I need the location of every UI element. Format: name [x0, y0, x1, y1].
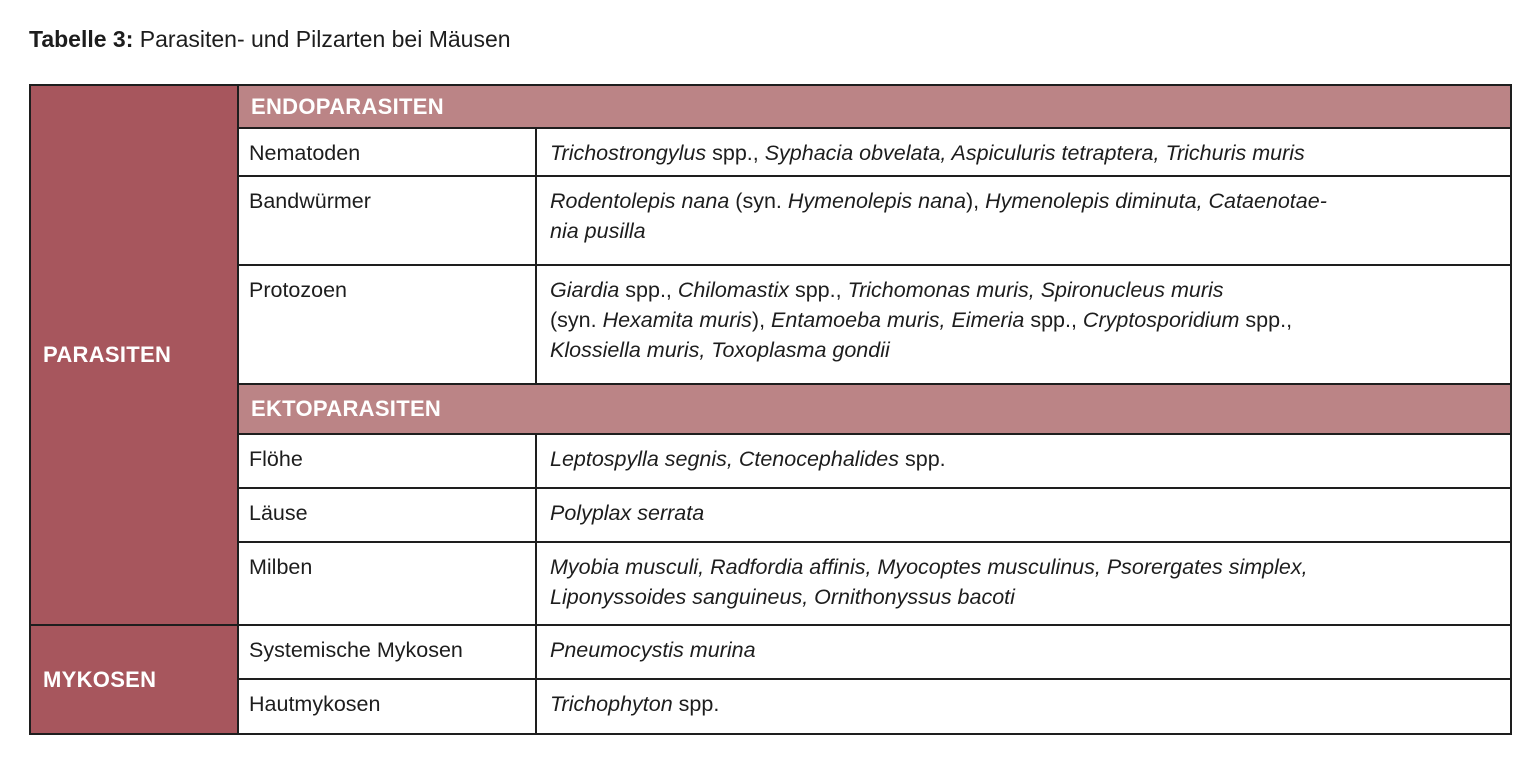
species-cell: Trichophyton spp.: [536, 679, 1511, 734]
category-cell: Systemische Mykosen: [238, 625, 536, 679]
species-cell: Trichostrongylus spp., Syphacia obvelata, Aspiculuris tetraptera, Trichuris muris: [536, 128, 1511, 176]
table-row-ektoparasiten-header: [30, 384, 1511, 434]
group-cell-parasiten: PARASITEN: [30, 85, 238, 625]
table-caption-text: Parasiten- und Pilzarten bei Mäusen: [139, 26, 511, 52]
table-caption-label: Tabelle 3:: [29, 26, 134, 52]
category-cell: Hautmykosen: [238, 679, 536, 734]
parasites-fungi-table: [29, 84, 1512, 735]
table-row-milben: [30, 542, 1511, 625]
category-cell: Protozoen: [238, 265, 536, 384]
table-row-laeuse: [30, 488, 1511, 542]
species-cell: Polyplax serrata: [536, 488, 1511, 542]
table-row-bandwuermer: [30, 176, 1511, 265]
species-cell: Myobia musculi, Radfordia affinis, Myocoptes musculinus, Psorergates simplex, Liponyssoides sanguineus, Ornithonyssus bacoti: [536, 542, 1511, 625]
table-caption: [29, 25, 1510, 53]
category-cell: Läuse: [238, 488, 536, 542]
table-row-endoparasiten-header: [30, 85, 1511, 128]
table-row-floehe: [30, 434, 1511, 488]
category-cell: Nematoden: [238, 128, 536, 176]
species-cell: Giardia spp., Chilomastix spp., Trichomonas muris, Spironucleus muris (syn. Hexamita muris), Entamoeba muris, Eimeria spp., Cryptosporidium spp., Klossiella muris, Toxoplasma gondii: [536, 265, 1511, 384]
section-header-ektoparasiten: EKTOPARASITEN: [238, 384, 1511, 434]
table-row-systemische-mykosen: [30, 625, 1511, 679]
table-row-hautmykosen: [30, 679, 1511, 734]
group-cell-mykosen: MYKOSEN: [30, 625, 238, 734]
species-cell: Pneumocystis murina: [536, 625, 1511, 679]
category-cell: Bandwürmer: [238, 176, 536, 265]
table-row-protozoen: [30, 265, 1511, 384]
category-cell: Milben: [238, 542, 536, 625]
category-cell: Flöhe: [238, 434, 536, 488]
section-header-endoparasiten: ENDOPARASITEN: [238, 85, 1511, 128]
species-cell: Rodentolepis nana (syn. Hymenolepis nana), Hymenolepis diminuta, Cataenotae- nia pusilla: [536, 176, 1511, 265]
species-cell: Leptospylla segnis, Ctenocephalides spp.: [536, 434, 1511, 488]
table-row-nematoden: [30, 128, 1511, 176]
